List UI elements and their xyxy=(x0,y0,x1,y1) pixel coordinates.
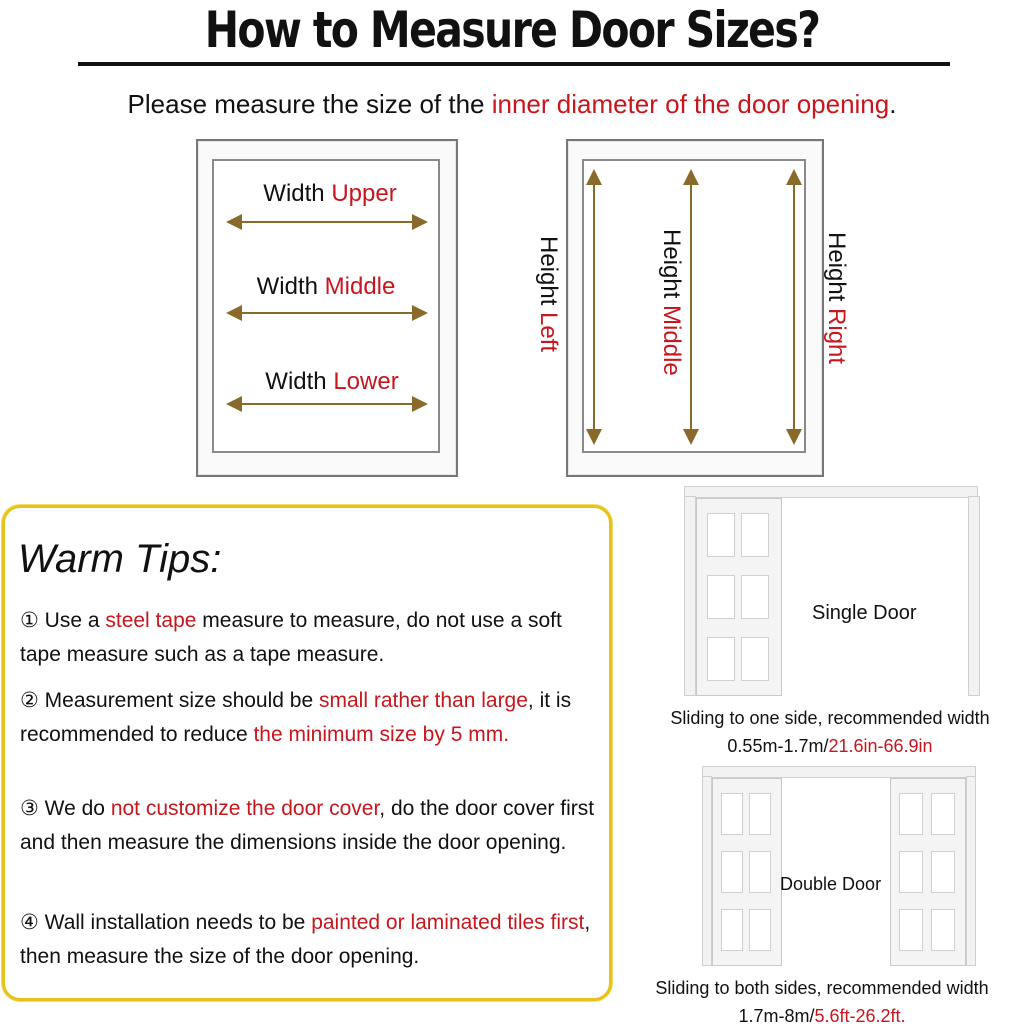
instruction-line xyxy=(0,86,1024,122)
width-middle-label: Width Middle xyxy=(256,273,396,300)
door-frame-right xyxy=(968,496,980,696)
door-frame-top xyxy=(702,766,976,778)
door-frame-right xyxy=(966,776,976,966)
folding-door-panel-left xyxy=(712,778,782,966)
tip-3: ③ We do not customize the door cover, do the door cover first and then measure the dimensions inside the door opening. xyxy=(20,797,595,854)
single-door-image xyxy=(684,486,984,696)
width-upper-label: Width Upper xyxy=(263,180,397,207)
tip-2: ② Measurement size should be small rather than large, it is recommended to reduce the minimum size by 5 mm. xyxy=(20,689,572,746)
folding-door-panel xyxy=(696,498,782,696)
title-underline xyxy=(78,62,950,66)
height-arrows xyxy=(566,139,824,477)
single-door-caption: Sliding to one side, recommended width 0.55m-1.7m/21.6in-66.9in xyxy=(670,708,990,756)
tip-1: ① Use a steel tape measure to measure, do not use a soft tape measure such as a tape measure. xyxy=(20,609,562,666)
door-frame-top xyxy=(684,486,978,498)
double-door-caption: Sliding to both sides, recommended width 1.7m-8m/5.6ft-26.2ft. xyxy=(655,978,989,1026)
double-door-label: Double Door xyxy=(780,874,882,894)
folding-door-panel-right xyxy=(890,778,966,966)
page-title: How to Measure Door Sizes? xyxy=(204,1,820,59)
instruction-highlight: inner diameter of the door opening xyxy=(491,89,890,119)
height-right-label: Height Right xyxy=(823,232,850,365)
single-door-label: Single Door xyxy=(812,602,917,624)
height-left-label: Height Left xyxy=(535,236,562,353)
width-lower-label: Width Lower xyxy=(265,368,399,395)
height-middle-label: Height Middle xyxy=(658,229,685,376)
door-frame-left xyxy=(702,776,712,966)
warm-tips-title: Warm Tips: xyxy=(18,537,222,581)
double-door-image xyxy=(702,766,978,966)
door-frame-left xyxy=(684,496,696,696)
instruction-suffix: . xyxy=(889,89,897,119)
tip-4: ④ Wall installation needs to be painted or laminated tiles first, then measure the size of the door opening. xyxy=(20,911,591,968)
instruction-prefix: Please measure the size of the xyxy=(127,89,492,119)
